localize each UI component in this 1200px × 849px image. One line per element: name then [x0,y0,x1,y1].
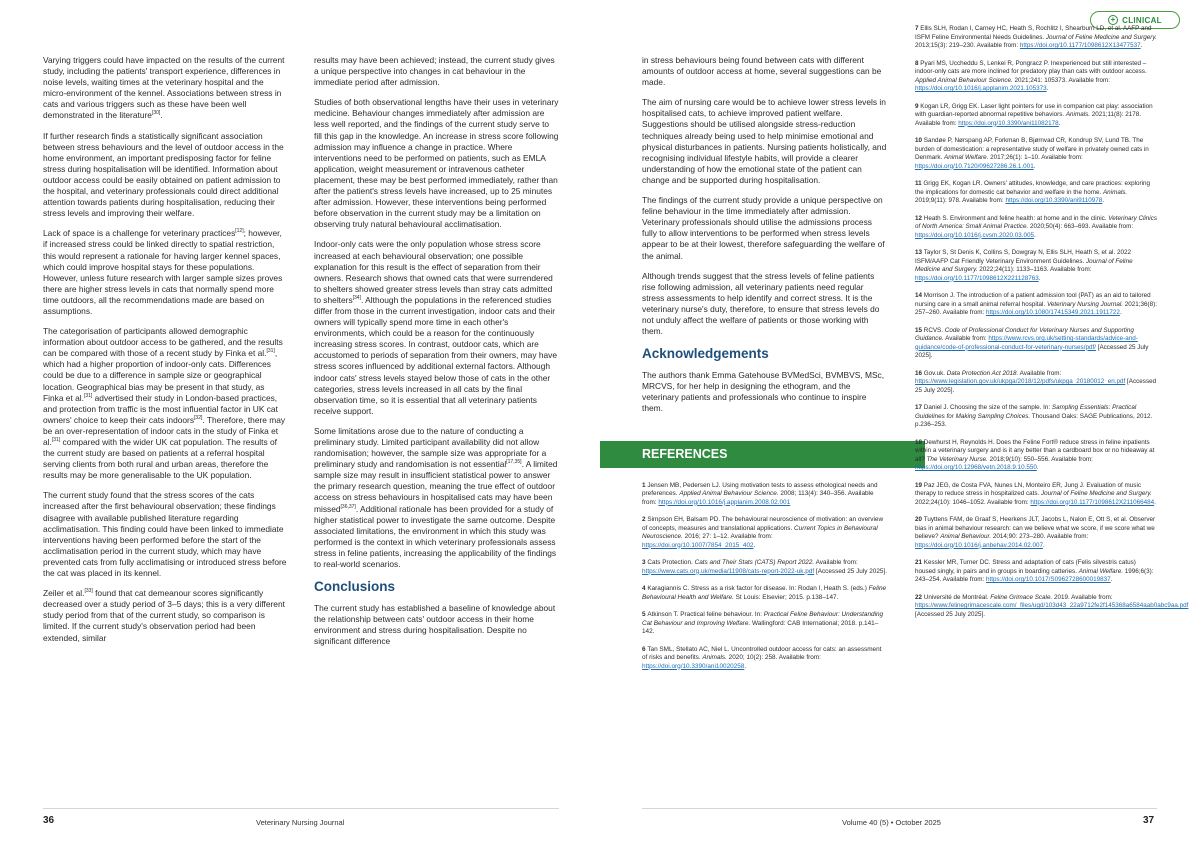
reference-link[interactable]: https://doi.org/10.1016/j.applanim.2021.105373 [915,85,1047,92]
reference-item [915,327,1157,361]
references-heading: REFERENCES [600,441,925,468]
reference-num: 1 [642,481,648,489]
reference-after: . [753,541,756,549]
reference-num: 15 [915,326,924,334]
reference-item [915,482,1157,508]
reference-journal: Current Topics in Behavioural Neuroscience. [642,524,878,541]
reference-tail: Available from: [1018,369,1062,377]
reference-text: Université de Montréal. [923,593,991,601]
reference-item [642,482,887,508]
reference-link[interactable]: https://doi.org/10.1177/1098612X211066484 [1030,498,1155,506]
reference-num: 6 [642,645,648,653]
reference-journal: Applied Animal Behaviour Science. [679,490,779,498]
reference-journal: Animals. [1065,111,1091,118]
reference-text: Grigg EK, Kogan LR. Owners' attitudes, knowledge, and care practices: exploring the implications for domestic cat behavior and welfare in the home. [915,180,1151,196]
reference-item [915,180,1157,206]
reference-item [915,516,1157,550]
page-number-right: 37 [1143,815,1155,826]
reference-tail: St Louis: Elsevier; 2015. p.138–147. [733,593,839,601]
reference-item [915,370,1157,396]
reference-link[interactable]: https://doi.org/10.1177/1098612X221128763 [915,274,1039,282]
reference-num: 11 [915,180,924,187]
paragraph: Varying triggers could have impacted on the results of the current study, including the patients' transport experience, differences in noise levels, waiting times at the veterinary hospital and the micro-environment of the kennel. Associations between stress in cats and various triggers such as these have been well demonstrated in the literature[30]. [43,55,285,121]
reference-tail: 2018;9(10): 550–556. Available from: [987,455,1093,463]
reference-tail: 2021;36(8): 257–260. Available from: [915,300,1157,316]
reference-after: [Accessed 25 July 2025]. [814,567,887,575]
reference-after: . [1119,309,1122,316]
reference-tail: 1996;6(3): 243–254. Available from: [915,567,1154,583]
reference-num: 3 [642,559,648,567]
reference-link[interactable]: https://doi.org/10.1016/j.anbehav.2014.02.007 [915,541,1044,549]
reference-text: Tuyttens FAM, de Graaf S, Heerkens JLT, Jacobs L, Nalon E, Ott S, et al. Observer bias in animal behaviour research: can we believe what we score, if we score what we believe? [915,516,1156,540]
issue-info: Volume 40 (5) • October 2025 [842,818,941,827]
conclusions-heading: Conclusions [314,579,396,595]
reference-after: . [744,662,747,670]
reference-journal: Feline Grimace Scale. [990,593,1053,601]
reference-num: 17 [915,404,924,411]
reference-journal: Applied Animal Behaviour Science. [915,76,1013,84]
reference-link[interactable]: https://www.legislation.gov.uk/ukpga/2018/12/pdfs/ukpga_20180012_en.pdf [915,378,1126,385]
reference-item [915,292,1157,318]
paragraph: Zeiler et al.[33] found that cat demeanour scores significantly decreased over a study period of 3–5 days; this is a very different study period from that of the current study, so comparison is limited. If the current study's observation period had been extended, similar [43,588,285,643]
reference-item [642,585,887,602]
reference-item [642,611,887,637]
reference-tail: Available from: [814,559,858,567]
reference-link[interactable]: https://doi.org/10.1017/S0962728600019837 [985,576,1111,583]
reference-after: [Accessed 25 July 2025]. [915,343,1149,359]
reference-num: 2 [642,516,648,524]
reference-text: Taylor S, St Denis K, Collins S, Dowgray N, Ellis SLH, Heath S, et al. 2022 ISFM/AAFP Cat Friendly Veterinary Environment Guidelines. [915,249,1131,265]
reference-journal: Sampling Essentials: Practical Guidelines for Making Sampling Choices. [915,404,1137,420]
reference-num: 7 [915,25,921,32]
reference-num: 16 [915,369,924,377]
reference-link[interactable]: https://doi.org/10.3390/ani11082178 [958,119,1059,127]
reference-journal: Animal Behaviour. [940,533,992,540]
reference-tail: 2020; 10(2): 258. Available from: [726,654,821,662]
reference-item [915,593,1189,620]
reference-journal: Code of Professional Conduct for Veterinary Nurses and Supporting Guidance. [915,326,1134,342]
reference-after: . [1036,464,1039,471]
reference-tail: 2019. Available from: [1052,593,1113,601]
reference-num: 18 [915,438,924,446]
reference-after: [Accessed 25 July 2025]. [915,378,1157,394]
reference-journal: Practical Feline Behaviour: Understanding Cat Behaviour and Improving Welfare. [642,611,884,627]
paragraph: Lack of space is a challenge for veterinary practices[12]; however, if increased stress could be linked directly to spatial restriction, this would represent a rationale for having larger kennel spaces, which could improve hospital stays for these populations. However, unless future research with larger sample sizes proves there are higher stress levels in cats that normally spend more time outdoors, all the recommendations made are based on assumptions. [43,228,283,316]
reference-text: Paz JEG, de Costa FVA, Nunes LN, Monteiro ER, Jung J. Evaluation of music therapy to reduce stress in hospitalized cats. [915,481,1141,497]
reference-item [915,25,1157,51]
reference-num: 10 [915,137,924,144]
reference-item [642,559,887,576]
reference-item [915,60,1157,94]
reference-after: . [1038,274,1041,282]
reference-link[interactable]: https://doi.org/10.1016/j.cvsm.2020.03.005 [915,231,1035,239]
reference-text: RCVS. [923,326,945,334]
paragraph: Some limitations arose due to the nature of conducting a preliminary study. Limited participant availability did not allow randomisation; however, the sample size was appropriate for a preliminary study and randomisation is not essential[17,35]. A limited sample size may result in insufficient statistical power to answer the primary research question, meaning the true effect of outdoor access on stress behaviours in hospitalised cats may have been missed[36,37]. Additional rationale has been provided for a study of higher statistical power to investigate the same outcome. Despite associated limitations, the environment in which this study was performed is the context in which veterinary professionals assess stress in feline patients, increasing the applicability of the findings to real-world scenarios. [314,425,558,570]
reference-num: 4 [642,585,648,593]
reference-journal: Journal of Feline Medicine and Surgery. [1041,490,1152,497]
reference-text: Morrison J. The introduction of a patient admission tool (PAT) as an aid to tailored nursing care in a small animal referral hospital. [915,292,1151,308]
reference-link[interactable]: https://doi.org/10.1007/7854_2015_402 [642,541,754,549]
reference-text: Tan SML, Stellato AC, Niel L. Uncontrolled outdoor access for cats: an assessment of risks and benefits. [642,645,882,662]
reference-tail: Wallingford: CAB International; 2018. p.141–142. [642,619,879,636]
reference-text: Ellis SLH, Rodan I, Carney HC, Heath S, Rochlitz I, Shearburn LD, et al. AAFP and ISFM Feline Environmental Needs Guidelines. [915,25,1152,41]
reference-text: Gov.uk. [923,369,947,377]
reference-journal: Animal Welfare. [944,154,989,161]
reference-num: 5 [642,611,648,619]
paragraph: The categorisation of participants allowed demographic information about outdoor access to be gathered, and the results can be compared with those of a recent study by Finka et al.[31], which had a higher proportion of indoor-only cats. Differences could be due to a difference in sample size or geographical location. Geographical bias may be present in that study, as Finka et al.[31] advertised their study in London-based practices, and protection from traffic is the most influential factor in UK cat owners' choice to keep their cats indoors[32]. Therefore, there may be an over-representation of indoor cats in the study of Finka et al.[31] compared with the wider UK cat population. The results of the current study are based on patients at a referral hospital serving clients from both rural and urban areas, therefore the results may be more generalisable to the UK population. [43,326,286,481]
reference-tail: 2019;9(11): 978. Available from: [915,197,1006,204]
paragraph: The aim of nursing care would be to achieve lower stress levels in hospitalised cats, to achieve improved patient welfare. Suggestions should be utilised alongside stress-reduction techniques already being used to help minimise emotional and physical disturbances in patients. Nursing patients holistically, and recognising individual lifestyle habits, will provide a clearer understanding of how the emotional state of the patient can change and be supported during hospitalisation. [642,97,887,185]
reference-text: Karagiannis C. Stress as a risk factor for disease. In: Rodan I, Heath S. (eds.) [647,585,869,593]
reference-list [915,25,1189,619]
paragraph: Indoor-only cats were the only population whose stress score increased at each behavioural observation; one possible explanation for this result is the effect of separation from their owners. Research shows that owned cats that were surrendered to shelters showed greater stress levels than stray cats admitted to shelters[34]. Although the populations in the referenced studies differ from those in the current investigation, indoor cats and their owners will typically spend more time in each other's environments, which could be a reason for the continuously increasing stress scores. In contrast, outdoor cats, which are accustomed to periods of separation from their owners, may have stress scores influenced by additional external factors. Although indoor cats' stress levels stayed below those of cats in the other categories, stress levels increased in all cats by the final observation time, so it is essential that all veterinary patients receive support. [314,239,557,416]
page-number-left: 36 [43,815,55,826]
reference-num: 12 [915,214,924,222]
plus-circle-icon: + [1108,15,1118,25]
reference-item [915,249,1157,283]
reference-after: . [1102,197,1105,204]
reference-item [642,646,887,672]
reference-num: 20 [915,516,924,523]
footer-rule [43,808,559,809]
reference-tail: 2017;26(1): 1–10. Available from: [988,154,1083,161]
reference-link[interactable]: https://www.cats.org.uk/media/11908/cats-report-2022-uk.pdf [642,567,815,575]
reference-num: 14 [915,292,924,299]
reference-link[interactable]: https://doi.org/10.12968/vetn.2018.9.10.550 [915,464,1037,471]
reference-text: Cats Protection. [647,559,695,567]
paragraph: in stress behaviours being found between cats with different amounts of outdoor access at home, several suggestions can be made. [642,55,882,88]
reference-after: . [1110,576,1113,583]
reference-item [915,215,1157,241]
paragraph: The current study found that the stress scores of the cats increased after the first behavioural observation; these findings disagree with available published literature regarding acclimatisation. This finding could have been linked to immediate interventions having been performed before the start of the acclimatisation period in the current study, which may have prevented cats from fully acclimatising or introduced stress before the cat was placed in its kennel. [43,490,287,579]
reference-item [915,559,1157,585]
journal-name: Veterinary Nursing Journal [256,818,345,827]
reference-num: 9 [915,102,921,110]
column-3 [642,55,887,680]
paragraph: If further research finds a statistically significant association between stress behaviours and the level of outdoor access in the home environment, an important predisposing factor for feline stress during hospitalisation will be identified. Information about outdoor access could be easily obtained on patient admission to the hospital, and veterinary professionals could direct additional attention towards patients during hospitalisation, reducing their stress levels and improving their welfare. [43,130,284,219]
reference-journal: The Veterinary Nurse. [926,455,988,463]
reference-link[interactable]: https://doi.org/10.7120/09627286.26.1.001 [915,162,1034,170]
reference-after: [Accessed 25 July 2025]. [915,610,986,618]
acknowledgements-heading: Acknowledgements [642,346,769,362]
reference-text: Kessler MR, Turner DC. Stress and adaptation of cats (Felis silvestris catus) housed singly, in pairs and in groups in boarding catteries. [915,559,1136,575]
reference-text: Atkinson T. Practical feline behaviour. In: [647,611,764,619]
paragraph: The authors thank Emma Gatehouse BVMedSci, BVMBVS, MSc, MRCVS, for her help in designing the ethogram, and the veterinary patients and professionals who continue to inspire them. [642,370,885,414]
reference-tail: 2021;241: 105373. Available from: [1012,76,1110,84]
paragraph: The findings of the current study provide a unique perspective on feline behaviour in the time immediately after admission. Veterinary professionals should utilise the admissions process fully to allow interventions to be performed when stress levels appear to be at their lowest, therefore safeguarding the welfare of the animal. [642,195,885,261]
reference-text: Pyari MS, Uccheddu S, Lenkei R, Pongracz P. Inexperienced but still interested – indoor-only cats are more inclined for predatory play than cats with outdoor access. [915,59,1147,75]
reference-journal: Veterinary Nursing Journal. [1046,300,1124,308]
reference-journal: Data Protection Act 2018. [946,369,1019,377]
reference-after: . [1154,498,1156,506]
reference-text: Kogan LR, Grigg EK. Laser light pointers for use in companion cat play: association with guardian-reported abnormal repetitive behaviors. [915,102,1153,118]
reference-tail: 2008; 113(4): 340–356. Available from: [642,490,874,506]
reference-text: Heath S. Environment and feline health: at home and in the clinic. [923,214,1109,222]
reference-after: . [1033,162,1036,170]
column-1 [43,55,287,653]
reference-tail: 2013;15(3): 219–230. Available from: [915,42,1020,49]
paragraph: results may have been achieved; instead, the current study gives a unique perspective into changes in cat behaviour in the immediate period after admission. [314,55,555,88]
reference-text: Sandøe P, Nørspang AP, Forkman B, Bjørnvad CR, Kondrup SV, Lund TB. The burden of domestication: a representative study of welfare in privately owned cats in Denmark. [915,137,1149,161]
reference-journal: Journal of Feline Medicine and Surgery. [1045,33,1157,41]
reference-link[interactable]: https://doi.org/10.1177/1098612X13477537 [1019,42,1141,49]
reference-link[interactable]: https://doi.org/10.3390/ani9110978 [1005,197,1103,204]
reference-text: Daniel J. Choosing the size of the sample. In: [923,404,1052,411]
reference-link[interactable]: https://doi.org/10.1016/j.applanim.2008.02.001 [658,498,791,506]
reference-item [915,103,1157,129]
reference-item [915,439,1157,473]
reference-link[interactable]: https://www.rcvs.org.uk/setting-standards/advice-and-guidance/code-of-professional-conduct-for-veterinary-nurses/pdf/ [915,335,1138,351]
reference-tail: 2016; 27: 1–12. Available from: [682,533,773,541]
reference-item [642,516,887,550]
reference-link[interactable]: https://www.felinegrimacescale.com/_files/ugd/103d43_22a9712fe2f145368a6584aab0abc9aa.pdf [915,602,1189,609]
section-badge-label: CLINICAL [1122,15,1162,25]
reference-after: . [1034,231,1036,239]
reference-num: 13 [915,249,924,256]
reference-journal: Animals. [1102,188,1128,196]
reference-tail: Thousand Oaks: SAGE Publications, 2012. p.236–253. [915,412,1153,428]
reference-tail: 2020;50(4): 663–693. Available from: [1028,223,1134,230]
reference-journal: Animal Welfare. [1078,567,1124,575]
reference-tail: 2014;90: 273–280. Available from: [991,533,1089,540]
reference-journal: Veterinary Clinics of North America: Small Animal Practice. [915,214,1158,230]
reference-num: 22 [915,593,924,601]
paragraph: Studies of both observational lengths have their uses in veterinary medicine. Behaviour changes immediately after admission are less well reported, and the findings of the current study serve to fill this gap in the knowledge. An increase in stress score following admission may influence a change in practice. Where interventions need to be performed on patients, such as EMLA application, weight measurement or intravenous catheter placement, these may be best performed immediately, rather than after the patient's stress levels have increased, up to 25 minutes after admission. However, these interventions being performed before observation in the current study may be a limitation on observing truly natural behavioural acclimatisation. [314,97,559,230]
reference-journal: Feline Behavioural Health and Welfare. [642,585,887,601]
reference-journal: Journal of Feline Medicine and Surgery. [915,257,1133,273]
reference-list [642,482,887,672]
reference-text: Dewhurst H, Reynolds H. Does the Feline Fort® reduce stress in feline inpatients within a veterinary surgery and is it any better than a cardboard box or no hideaway at all? [915,438,1155,463]
reference-link[interactable]: https://doi.org/10.3390/ani10020258 [642,662,745,670]
reference-tail: 2022;24(11): 1133–1163. Available from: [977,266,1092,273]
reference-item [915,137,1157,171]
reference-journal: Cats and Their Stats (CATS) Report 2022. [694,559,815,567]
paragraph: The current study has established a baseline of knowledge about the relationship between cats' outdoor access in their home environment and stress during hospitalisation. Despite no significant difference [314,603,556,647]
reference-text: Jensen MB, Pedersen LJ. Using motivation tests to assess ethological needs and preferences. [642,481,878,498]
column-4 [915,25,1189,628]
reference-tail: Available from: [943,335,989,342]
reference-num: 8 [915,59,921,67]
reference-link[interactable]: https://doi.org/10.1080/17415349.2021.1911722 [985,309,1120,316]
reference-text: Simpson EH, Balsam PD. The behavioural neuroscience of motivation: an overview of concepts, measures and translational applications. [642,516,884,532]
reference-after: . [1140,42,1143,49]
column-2 [314,55,559,657]
reference-item [915,404,1157,430]
reference-tail: 2022;24(10): 1046–1052. Available from: [915,498,1031,506]
reference-after: . [1046,85,1049,92]
paragraph: Although trends suggest that the stress levels of feline patients rise following admission, all veterinary patients need regular stress assessments to help identify and correct stress. It is the veterinary nurse's duty, therefore, to ensure that stress levels do not unduly affect the welfare of patients or those working with them. [642,270,880,337]
reference-journal: Animals. [702,654,727,662]
reference-num: 19 [915,481,924,489]
reference-num: 21 [915,559,924,566]
reference-after: . [1058,119,1061,127]
footer-rule [642,808,1157,809]
reference-after: . [1043,541,1045,549]
reference-tail: 2021;11(8): 2178. Available from: [915,111,1142,127]
